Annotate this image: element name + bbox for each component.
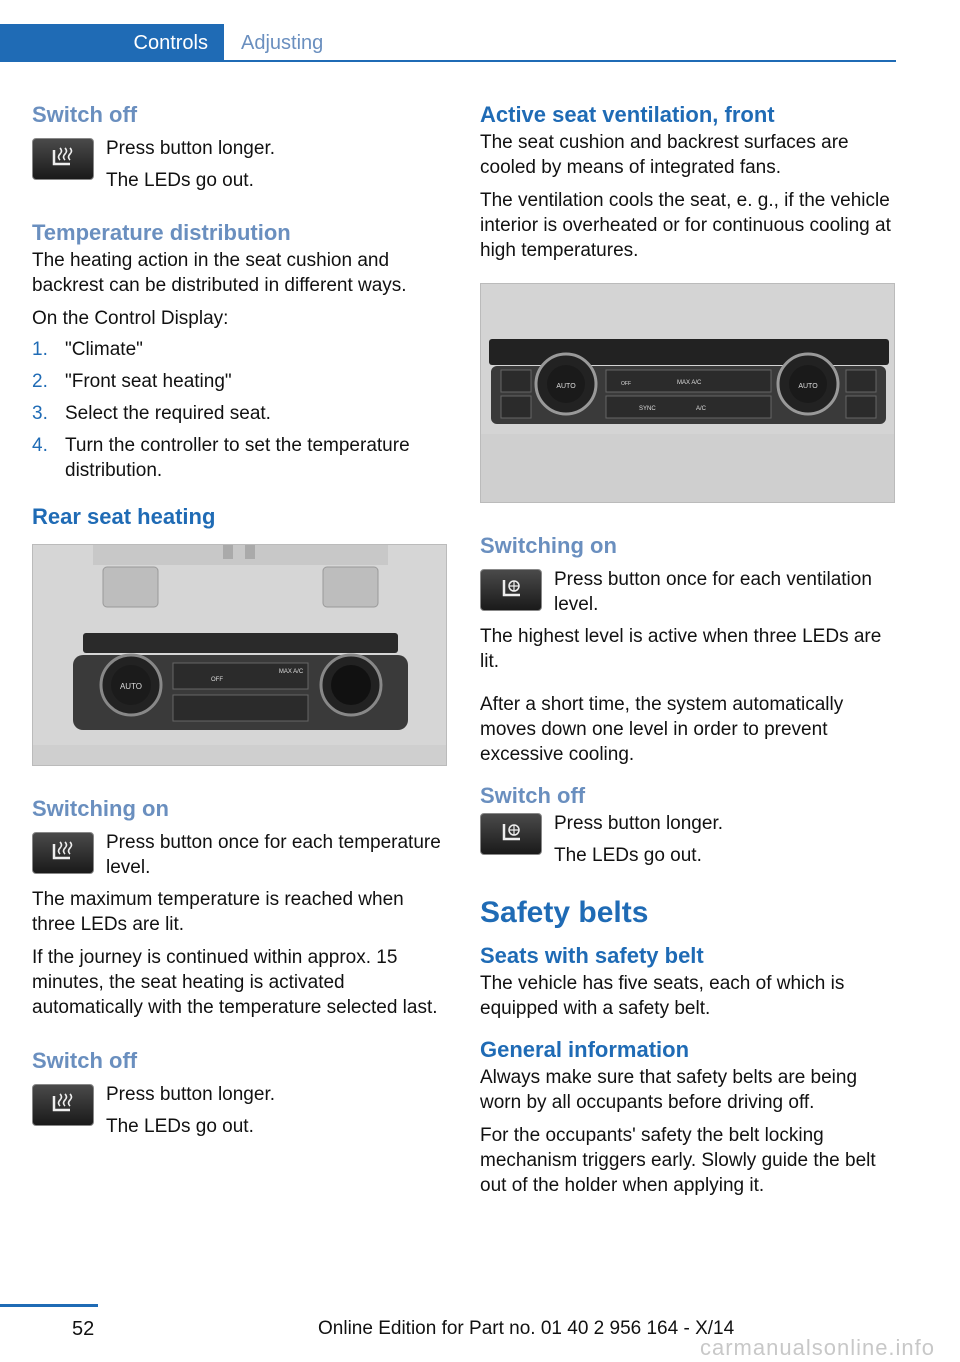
- ventilation-text-1: The seat cushion and backrest surfaces are cooled by means of integrated fans.: [480, 132, 849, 178]
- ventilation-switch-off-row: [480, 811, 895, 875]
- seat-ventilation-button-icon: [480, 569, 542, 611]
- seat-ventilation-button-icon: [480, 813, 542, 855]
- front-climate-panel-photo: [480, 283, 895, 503]
- seat-heating-button-icon: [32, 138, 94, 180]
- ventilation-switching-on-row: [480, 567, 895, 624]
- switching-on-line1: Press button once for each temperature level.: [106, 832, 441, 878]
- front-sync-label: SYNC: [639, 406, 656, 412]
- steps-list: [32, 337, 447, 483]
- list-item: [32, 401, 447, 426]
- edition-text: Online Edition for Part no. 01 40 2 956 164 - X/14: [318, 1318, 735, 1339]
- footer-rule: [0, 1304, 98, 1307]
- ventilation-switch-off-heading: Switch off: [480, 783, 586, 808]
- front-ac-label: A/C: [696, 406, 707, 412]
- automatic-down-text: After a short time, the system automatically moves down one level in order to prevent excessive cooling.: [480, 694, 844, 765]
- step-text: Select the required seat.: [65, 403, 271, 424]
- step-text: "Climate": [65, 339, 143, 360]
- tab-adjusting[interactable]: Adjusting: [241, 32, 324, 54]
- highest-level-text: The highest level is active when three LEDs are lit.: [480, 626, 882, 672]
- rear-maxac-label: MAX A/C: [278, 669, 304, 675]
- list-item: [32, 433, 447, 483]
- front-off-label: OFF: [621, 381, 631, 387]
- safety-belts-title: Safety belts: [480, 896, 649, 929]
- switch-off-heading: Switch off: [32, 102, 138, 127]
- list-item: [32, 337, 447, 362]
- wear-belts-text: Always make sure that safety belts are being worn by all occupants before driving off.: [480, 1067, 858, 1113]
- rear-off-label: OFF: [211, 677, 223, 683]
- page-number: 52: [72, 1318, 95, 1340]
- ventilation-switch-off-line1: Press button longer.: [554, 813, 723, 834]
- step-text: "Front seat heating": [65, 371, 232, 392]
- ventilation-text-2: The ventilation cools the seat, e. g., if the vehicle interior is overheated or for continuous cooling at high temperatures.: [480, 190, 891, 261]
- right-column: [480, 100, 895, 1198]
- switch-off-line1: Press button longer.: [106, 138, 275, 159]
- step-number: 4.: [32, 435, 48, 456]
- rear-seat-heating-heading: Rear seat heating: [32, 504, 216, 529]
- rear-auto-label: AUTO: [119, 682, 143, 691]
- step-text: Turn the controller to set the temperature distribution.: [65, 435, 410, 481]
- step-number: 3.: [32, 403, 48, 424]
- journey-continued-text: If the journey is continued within approx. 15 minutes, the seat heating is activated automatically with the temperature selected last.: [32, 947, 438, 1018]
- temperature-distribution-text: The heating action in the seat cushion and backrest can be distributed in different ways.: [32, 250, 407, 296]
- ventilation-heading: Active seat ventilation, front: [480, 102, 775, 127]
- temperature-distribution-heading: Temperature distribution: [32, 220, 291, 245]
- seat-heating-button-icon: [32, 1084, 94, 1126]
- five-seats-text: The vehicle has five seats, each of which is equipped with a safety belt.: [480, 973, 845, 1019]
- switch-off-row: [32, 136, 447, 200]
- front-auto-right-label: AUTO: [798, 383, 818, 390]
- rear-climate-panel-photo: [32, 544, 447, 766]
- seat-heating-button-icon: [32, 832, 94, 874]
- list-item: [32, 369, 447, 394]
- seats-with-safety-belt-heading: Seats with safety belt: [480, 943, 704, 968]
- switch-off-heading-2: Switch off: [32, 1048, 138, 1073]
- max-temperature-text: The maximum temperature is reached when three LEDs are lit.: [32, 889, 404, 935]
- step-number: 1.: [32, 339, 48, 360]
- switch-off-line1: Press button longer.: [106, 1084, 275, 1105]
- watermark: carmanualsonline.info: [700, 1335, 936, 1360]
- ventilation-switch-off-line2: The LEDs go out.: [554, 845, 702, 866]
- switch-off-line2: The LEDs go out.: [106, 1116, 254, 1137]
- switch-off-line2: The LEDs go out.: [106, 170, 254, 191]
- left-column: [32, 100, 447, 1146]
- general-information-heading: General information: [480, 1037, 690, 1062]
- front-auto-left-label: AUTO: [556, 383, 576, 390]
- switch-off-row-2: [32, 1082, 447, 1146]
- tab-controls[interactable]: Controls: [0, 24, 224, 62]
- step-number: 2.: [32, 371, 48, 392]
- switching-on-heading: Switching on: [32, 796, 169, 821]
- belt-locking-text: For the occupants' safety the belt locking mechanism triggers early. Slowly guide the belt out of the holder when applying it.: [480, 1125, 876, 1196]
- switching-on-row: [32, 830, 447, 887]
- header-rule: [0, 60, 896, 62]
- front-maxac-label: MAX A/C: [677, 380, 702, 386]
- control-display-text: On the Control Display:: [32, 308, 229, 329]
- ventilation-switching-on-heading: Switching on: [480, 533, 617, 558]
- ventilation-switching-on-line1: Press button once for each ventilation level.: [554, 569, 872, 615]
